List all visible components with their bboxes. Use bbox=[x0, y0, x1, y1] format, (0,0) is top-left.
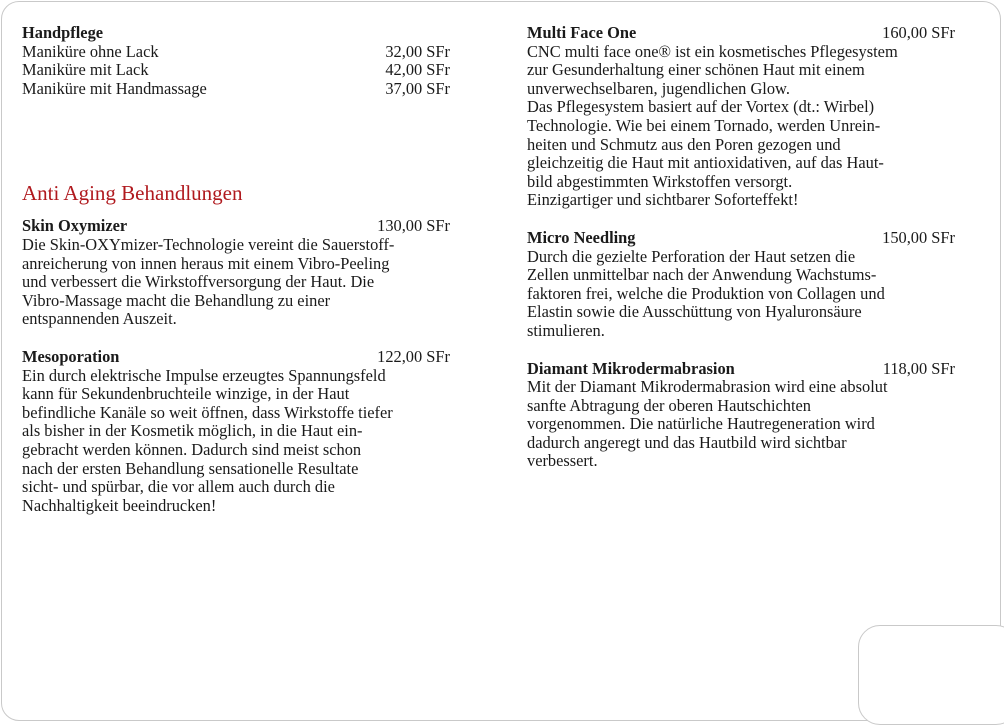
description-line: gleichzeitig die Haut mit antioxidativen, auf das Haut- bbox=[527, 153, 884, 173]
description-line: kann für Sekundenbruchteile winzige, in der Haut bbox=[22, 384, 350, 404]
description-line: entspannenden Auszeit. bbox=[22, 309, 177, 329]
description-line: Elastin sowie die Ausschüttung von Hyaluronsäure bbox=[527, 302, 862, 322]
treatment-multi-face-one bbox=[527, 24, 955, 210]
page-corner-tab bbox=[858, 625, 1004, 725]
description-line: befindliche Kanäle so weit öffnen, dass Wirkstoffe tiefer bbox=[22, 402, 393, 422]
treatment-title-row bbox=[527, 24, 955, 43]
description-line: Die Skin-OXYmizer-Technologie vereint die Sauerstoff- bbox=[22, 234, 395, 254]
price-list-row bbox=[22, 61, 450, 80]
service-label: Maniküre mit Lack bbox=[22, 60, 149, 80]
treatment-title-row bbox=[527, 360, 955, 379]
treatment-title-row bbox=[527, 229, 955, 248]
description-line: sicht- und spürbar, die vor allem auch durch die bbox=[22, 477, 335, 497]
treatment-micro-needling bbox=[527, 229, 955, 341]
description-line: unverwechselbaren, jugendlichen Glow. bbox=[527, 78, 790, 98]
description-line: Ein durch elektrische Impulse erzeugtes Spannungsfeld bbox=[22, 365, 386, 385]
description-line: Mit der Diamant Mikrodermabrasion wird eine absolut bbox=[527, 377, 888, 397]
treatment-title-row bbox=[22, 217, 450, 236]
description-line: Technologie. Wie bei einem Tornado, werden Unrein- bbox=[527, 115, 881, 135]
treatment-price: 150,00 SFr bbox=[882, 227, 955, 247]
treatment-title: Micro Needling bbox=[527, 227, 636, 247]
description-line: Das Pflegesystem basiert auf der Vortex (dt.: Wirbel) bbox=[527, 97, 875, 117]
handpflege-title: Handpflege bbox=[22, 23, 104, 42]
treatment-price: 122,00 SFr bbox=[377, 346, 450, 366]
treatment-diamant-mikrodermabrasion bbox=[527, 360, 955, 472]
treatment-title: Multi Face One bbox=[527, 23, 637, 42]
treatment-mesoporation bbox=[22, 348, 450, 515]
description-line: dadurch angeregt und das Hautbild wird sichtbar bbox=[527, 432, 847, 452]
section-heading: Anti Aging Behandlungen bbox=[22, 181, 243, 206]
price-list-row bbox=[22, 43, 450, 62]
description-line: zur Gesunderhaltung einer schönen Haut mit einem bbox=[527, 60, 865, 80]
description-line: verbessert. bbox=[527, 451, 598, 471]
treatment-title: Diamant Mikrodermabrasion bbox=[527, 358, 735, 378]
description-line: anreicherung von innen heraus mit einem Vibro-Peeling bbox=[22, 253, 390, 273]
description-line: Vibro-Massage macht die Behandlung zu einer bbox=[22, 290, 331, 310]
treatment-price: 118,00 SFr bbox=[882, 358, 955, 378]
treatment-price: 160,00 SFr bbox=[882, 23, 955, 42]
price-list-row bbox=[22, 80, 450, 99]
description-line: nach der ersten Behandlung sensationelle Resultate bbox=[22, 458, 359, 478]
service-price: 32,00 SFr bbox=[385, 41, 450, 61]
description-line: bild abgestimmten Wirkstoffen versorgt. bbox=[527, 171, 793, 191]
description-line: CNC multi face one® ist ein kosmetisches Pflegesystem bbox=[527, 41, 898, 61]
description-line: vorgenommen. Die natürliche Hautregeneration wird bbox=[527, 414, 875, 434]
left-column bbox=[22, 24, 450, 515]
description-line: gebracht werden können. Dadurch sind meist schon bbox=[22, 439, 362, 459]
description-line: faktoren frei, welche die Produktion von Collagen und bbox=[527, 283, 885, 303]
description-line: Einzigartiger und sichtbarer Soforteffekt! bbox=[527, 190, 799, 210]
treatment-price: 130,00 SFr bbox=[377, 216, 450, 236]
right-column bbox=[527, 24, 955, 471]
description-line: Nachhaltigkeit beeindrucken! bbox=[22, 495, 217, 515]
description-line: heiten und Schmutz aus den Poren gezogen und bbox=[527, 134, 841, 154]
treatment-title: Mesoporation bbox=[22, 346, 120, 366]
description-line: stimulieren. bbox=[527, 320, 605, 340]
handpflege-price-list bbox=[22, 24, 450, 98]
service-price: 37,00 SFr bbox=[385, 78, 450, 98]
service-price: 42,00 SFr bbox=[385, 60, 450, 80]
description-line: Durch die gezielte Perforation der Haut setzen die bbox=[527, 246, 856, 266]
description-line: Zellen unmittelbar nach der Anwendung Wachstums- bbox=[527, 265, 877, 285]
description-line: und verbessert die Wirkstoffversorgung der Haut. Die bbox=[22, 272, 375, 292]
service-label: Maniküre mit Handmassage bbox=[22, 78, 207, 98]
treatment-skin-oxymizer bbox=[22, 217, 450, 329]
treatment-title: Skin Oxymizer bbox=[22, 216, 128, 236]
treatment-title-row bbox=[22, 348, 450, 367]
description-line: als bisher in der Kosmetik möglich, in die Haut ein- bbox=[22, 421, 363, 441]
description-line: sanfte Abtragung der oberen Hautschichten bbox=[527, 395, 812, 415]
section-heading-wrap bbox=[22, 181, 450, 205]
service-label: Maniküre ohne Lack bbox=[22, 41, 159, 61]
